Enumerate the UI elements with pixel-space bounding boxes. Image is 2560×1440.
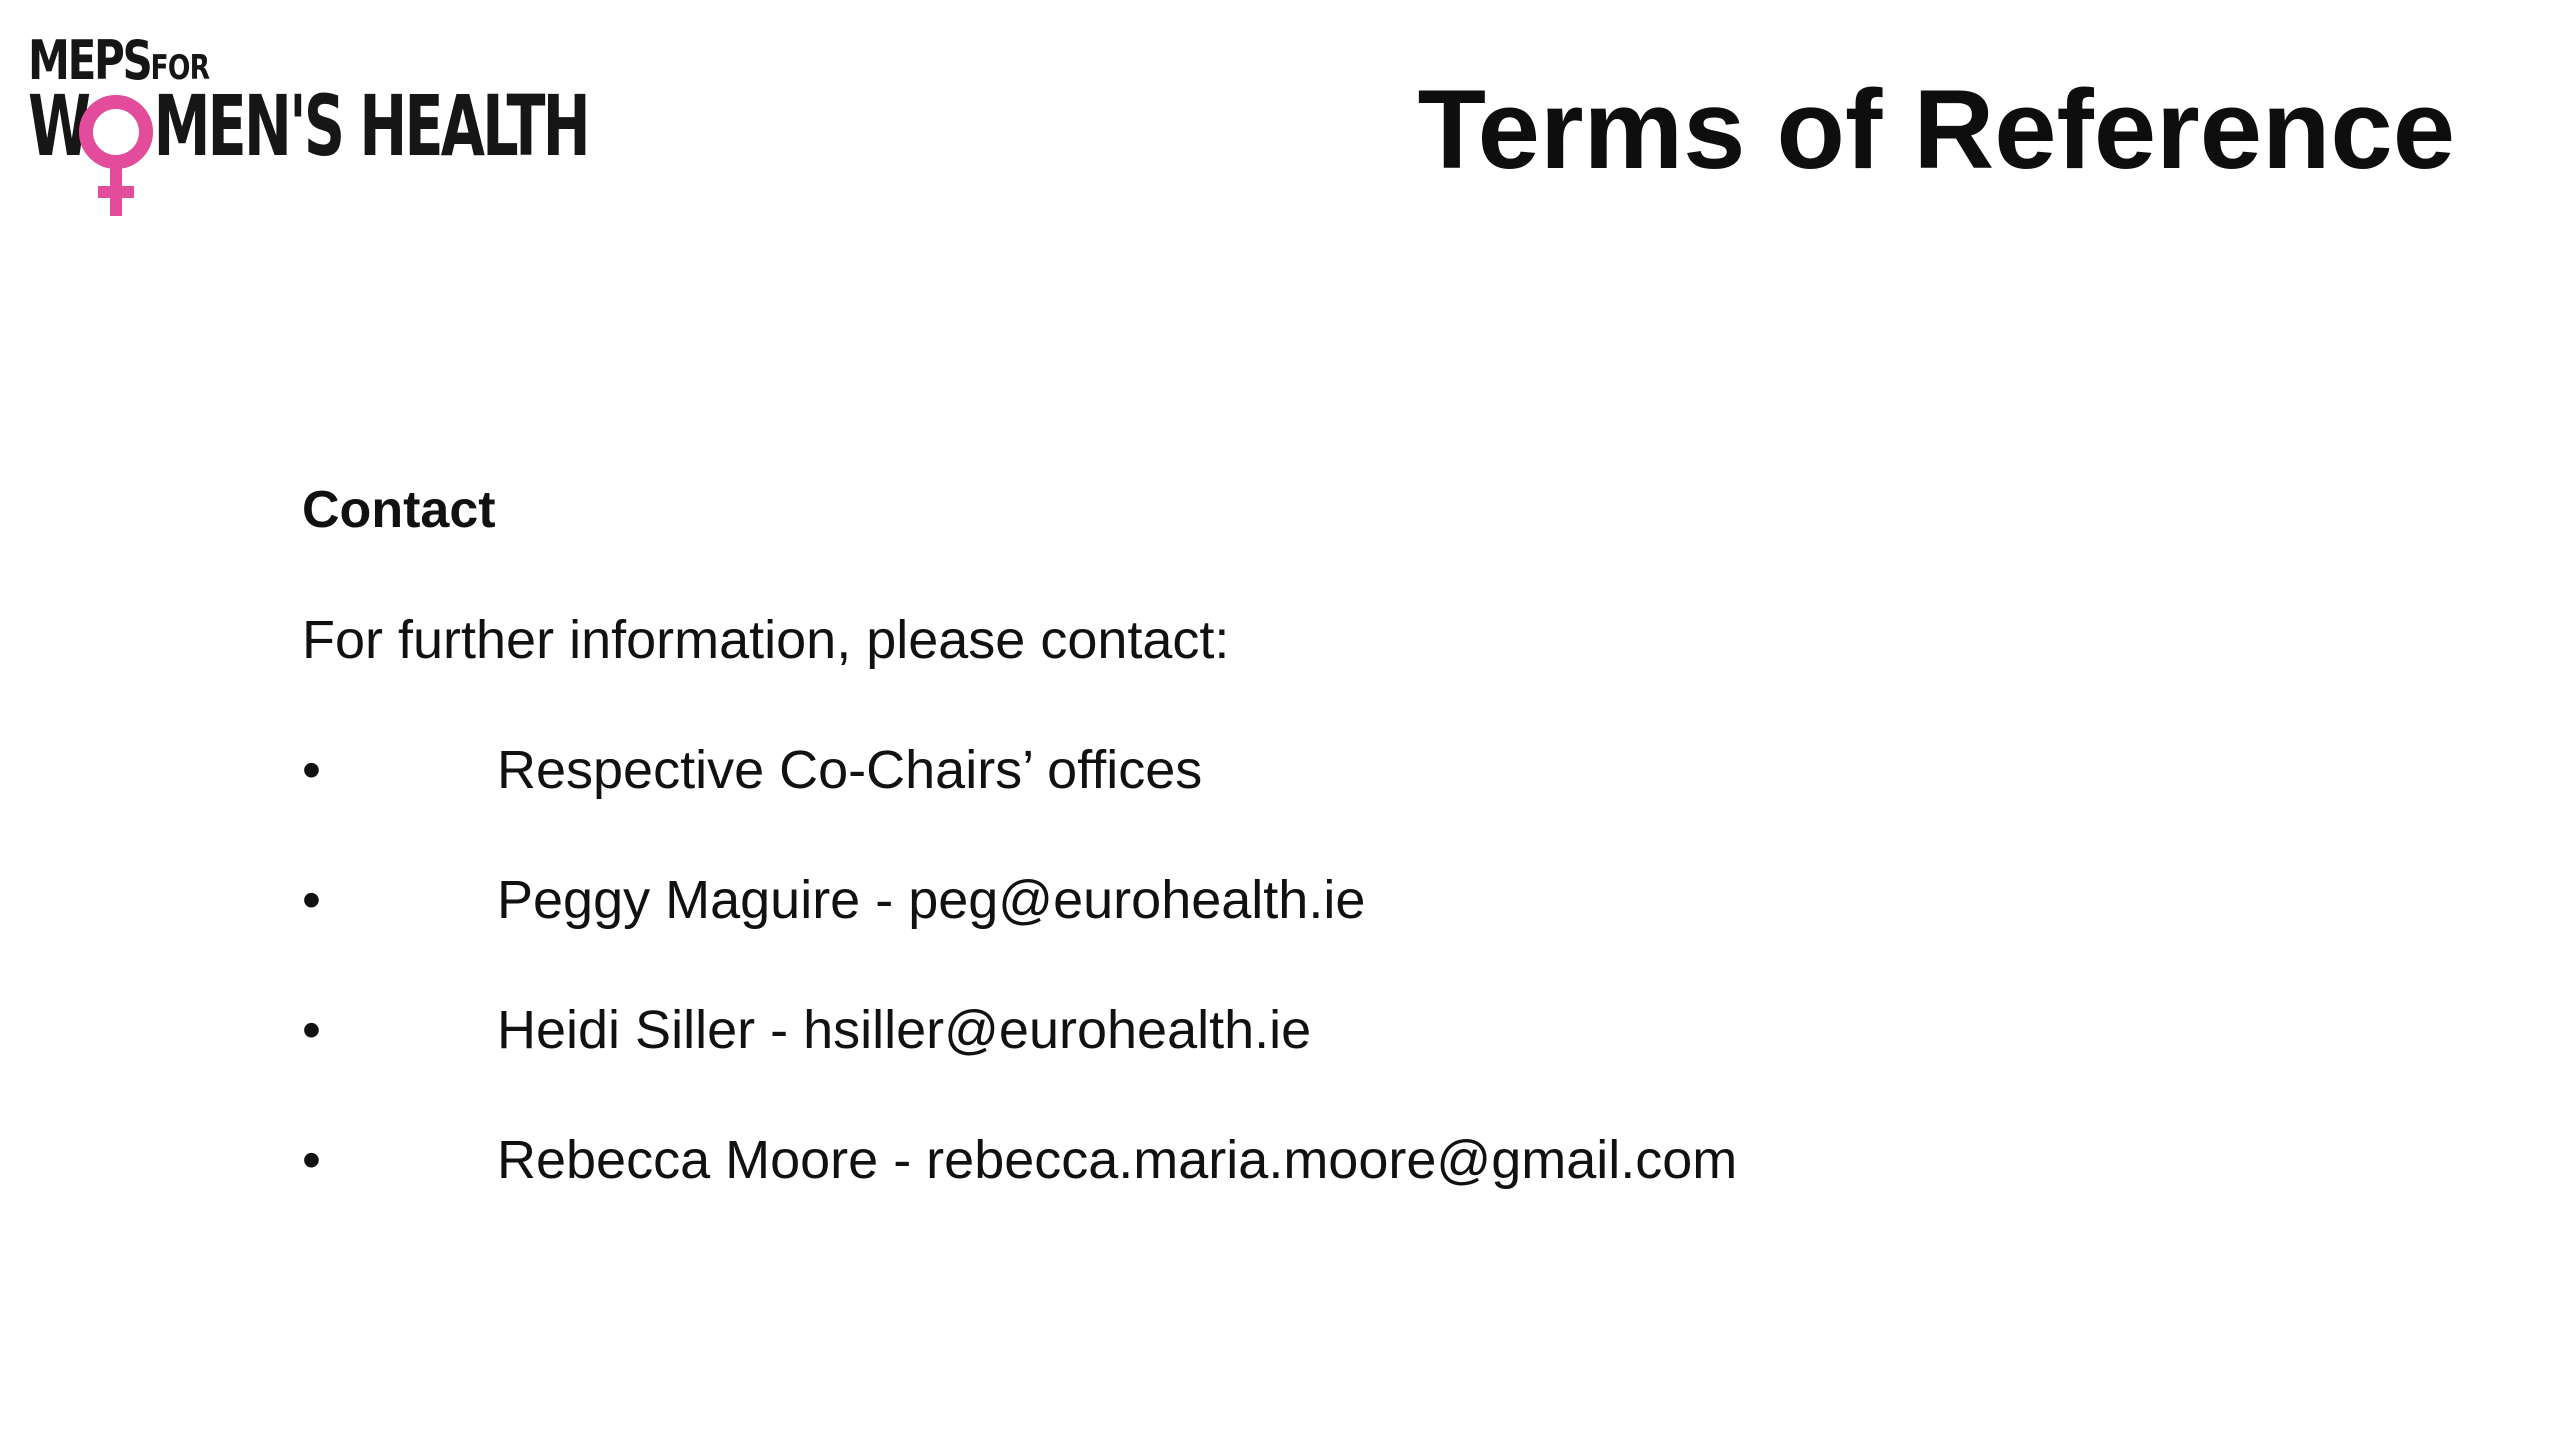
contact-item-co-chairs <box>302 730 2302 860</box>
logo-mens-health-text: MEN'S HEALTH <box>153 77 588 175</box>
bullet: • <box>302 1130 321 1190</box>
contact-intro: For further information, please contact: <box>302 610 1230 670</box>
contact-item-heidi-siller <box>302 990 2302 1120</box>
bullet: • <box>302 1000 321 1060</box>
meps-for-womens-health-logo <box>28 29 588 184</box>
contact-item-peggy-maguire <box>302 860 2302 990</box>
contact-item-text: Rebecca Moore - rebecca.maria.moore@gmail.com <box>497 1130 1738 1190</box>
contact-item-text: Heidi Siller - hsiller@eurohealth.ie <box>497 1000 1312 1060</box>
female-symbol-icon <box>76 90 156 220</box>
bullet: • <box>302 740 321 800</box>
contact-item-text: Respective Co-Chairs’ offices <box>497 740 1203 800</box>
contact-item-text: Peggy Maguire - peg@eurohealth.ie <box>497 870 1366 930</box>
logo-w-text: W <box>28 77 89 175</box>
logo-meps-text: MEPS <box>28 29 151 92</box>
contact-section <box>302 470 2302 1250</box>
contact-item-rebecca-moore <box>302 1120 2302 1250</box>
contact-heading: Contact <box>302 481 496 539</box>
bullet: • <box>302 870 321 930</box>
page-title: Terms of Reference <box>1417 67 2455 192</box>
contact-list <box>302 730 2302 1250</box>
logo-for-text: FOR <box>150 48 210 88</box>
